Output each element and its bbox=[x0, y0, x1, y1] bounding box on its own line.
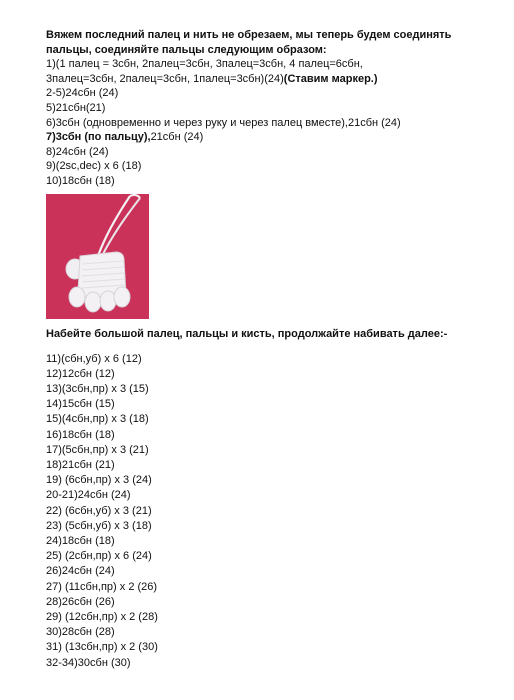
pattern-row-bold: 7)3сбн (по пальцу), bbox=[46, 131, 151, 144]
pattern-row: 25) (2сбн,пр) х 6 (24) bbox=[46, 550, 152, 563]
intro-line-4-text: 3палец=3сбн, 2палец=3сбн, 1палец=3сбн)(24) bbox=[46, 72, 284, 85]
pattern-row: 29) (12сбн,пр) х 2 (28) bbox=[46, 610, 158, 623]
pattern-row: 5)21сбн(21) bbox=[46, 101, 106, 114]
pattern-row-rest: 21сбн (24) bbox=[150, 131, 204, 144]
marker-note: (Ставим маркер.) bbox=[283, 72, 378, 85]
pattern-row: 17)(5сбн,пр) х 3 (21) bbox=[46, 443, 149, 456]
pattern-row: 9)(2sc,dec) x 6 (18) bbox=[46, 160, 142, 173]
pattern-row: 23) (5сбн,уб) х 3 (18) bbox=[46, 519, 152, 532]
pattern-row: 22) (6сбн,уб) х 3 (21) bbox=[46, 504, 152, 517]
pattern-row: 20-21)24сбн (24) bbox=[46, 489, 131, 502]
rows-top-list bbox=[46, 86, 486, 188]
pattern-row: 15)(4сбн,пр) х 3 (18) bbox=[46, 413, 149, 426]
pattern-row: 24)18сбн (18) bbox=[46, 534, 115, 547]
pattern-row: 11)(сбн,уб) х 6 (12) bbox=[46, 352, 142, 365]
pattern-row: 16)18сбн (18) bbox=[46, 428, 115, 441]
pattern-row: 31) (13сбн,пр) х 2 (30) bbox=[46, 641, 158, 654]
pattern-row: 28)26сбн (26) bbox=[46, 595, 115, 608]
pattern-row: 27) (11сбн,пр) х 2 (26) bbox=[46, 580, 158, 593]
intro-paragraph bbox=[46, 28, 486, 86]
pattern-row: 18)21сбн (21) bbox=[46, 458, 115, 471]
intro-line-1: Вяжем последний палец и нить не обрезаем, мы теперь будем соединять bbox=[46, 29, 452, 41]
pattern-row: 32-34)30сбн (30) bbox=[46, 656, 131, 669]
pattern-row: 30)28сбн (28) bbox=[46, 626, 115, 639]
pattern-row bbox=[46, 130, 486, 145]
document-page bbox=[46, 28, 486, 671]
pattern-row: 2-5)24сбн (24) bbox=[46, 87, 119, 100]
pattern-row: 6)3сбн (одновременно и через руку и через палец вместе),21сбн (24) bbox=[46, 116, 401, 129]
intro-line-4 bbox=[46, 72, 486, 87]
pattern-row: 12)12сбн (12) bbox=[46, 367, 115, 380]
intro-line-2: пальцы, соединяйте пальцы следующим образом: bbox=[46, 43, 327, 56]
glove-photo bbox=[46, 194, 149, 319]
pattern-row: 26)24сбн (24) bbox=[46, 565, 115, 578]
pattern-row: 13)(3сбн,пр) х 3 (15) bbox=[46, 382, 149, 395]
pattern-row: 10)18сбн (18) bbox=[46, 174, 115, 187]
pattern-row: 14)15сбн (15) bbox=[46, 398, 115, 411]
pattern-row: 19) (6сбн,пр) х 3 (24) bbox=[46, 474, 152, 487]
pattern-row: 8)24сбн (24) bbox=[46, 145, 109, 158]
intro-line-3: 1)(1 палец = 3сбн, 2палец=3сбн, 3палец=3сбн, 4 палец=6сбн, bbox=[46, 58, 363, 71]
rows-bottom-list bbox=[46, 352, 486, 671]
crochet-hand-image bbox=[46, 194, 149, 319]
section-heading: Набейте большой палец, пальцы и кисть, продолжайте набивать далее:- bbox=[46, 327, 448, 340]
